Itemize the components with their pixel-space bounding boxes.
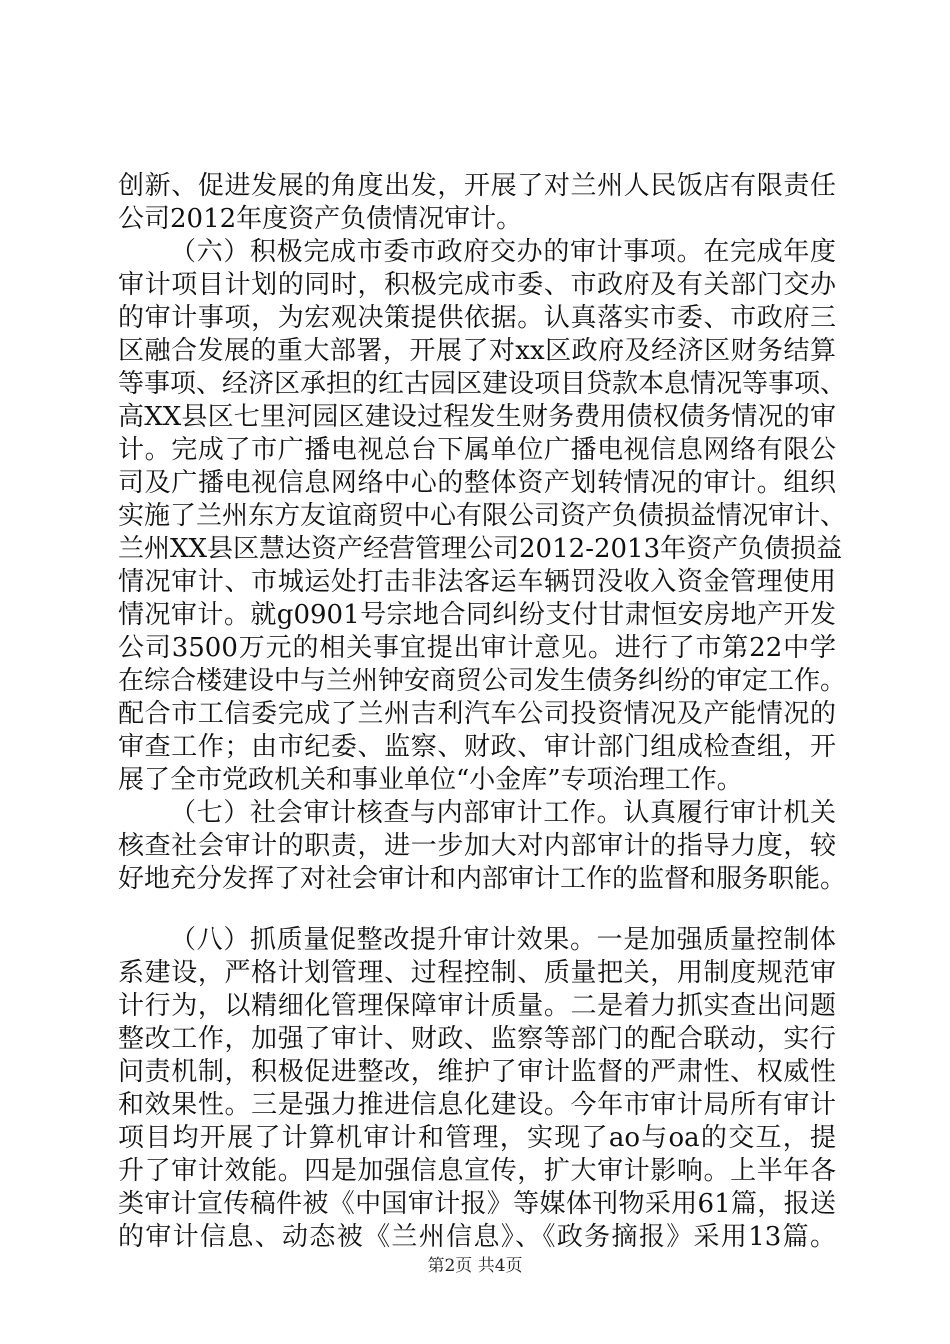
paragraph-4-line-5: 问责机制，积极促进整改，维护了审计监督的严肃性、权威性 [118,1057,836,1087]
paragraph-4-line-2: 系建设，严格计划管理、过程控制、质量把关，用制度规范审 [118,958,836,988]
paragraph-4-line-7: 项目均开展了计算机审计和管理，实现了ao与oa的交互，提 [118,1123,836,1153]
paragraph-2-line-10: 兰州XX县区慧达资产经营管理公司2012-2013年资产负债损益 [118,534,843,564]
paragraph-2-line-9: 实施了兰州东方友谊商贸中心有限公司资产负债损益情况审计、 [118,501,847,531]
paragraph-1-line-1: 创新、促进发展的角度出发，开展了对兰州人民饭店有限责任 [118,171,836,201]
paragraph-2-line-5: 等事项、经济区承担的红古园区建设项目贷款本息情况等事项、 [118,369,847,399]
paragraph-2-line-7: 计。完成了市广播电视总台下属单位广播电视信息网络有限公 [118,435,836,465]
paragraph-4-line-9: 类审计宣传稿件被《中国审计报》等媒体刊物采用61篇，报送 [118,1189,836,1219]
paragraph-2-line-4: 区融合发展的重大部署，开展了对xx区政府及经济区财务结算 [118,336,836,366]
paragraph-2-line-8: 司及广播电视信息网络中心的整体资产划转情况的审计。组织 [118,468,836,498]
paragraph-4-line-8: 升了审计效能。四是加强信息宣传，扩大审计影响。上半年各 [118,1156,836,1186]
paragraph-4-line-1: （八）抓质量促整改提升审计效果。一是加强质量控制体 [170,925,836,955]
paragraph-2-line-15: 配合市工信委完成了兰州吉利汽车公司投资情况及产能情况的 [118,699,836,729]
paragraph-4-line-3: 计行为，以精细化管理保障审计质量。二是着力抓实查出问题 [118,991,836,1021]
paragraph-4-line-4: 整改工作，加强了审计、财政、监察等部门的配合联动，实行 [118,1024,836,1054]
paragraph-2-line-3: 的审计事项，为宏观决策提供依据。认真落实市委、市政府三 [118,303,836,333]
paragraph-3-line-1: （七）社会审计核查与内部审计工作。认真履行审计机关 [170,798,836,828]
paragraph-gap [118,896,836,924]
paragraph-2-line-12: 情况审计。就g0901号宗地合同纠纷支付甘肃恒安房地产开发 [118,600,836,630]
paragraph-4-line-6: 和效果性。三是强力推进信息化建设。今年市审计局所有审计 [118,1090,836,1120]
paragraph-2-line-11: 情况审计、市城运处打击非法客运车辆罚没收入资金管理使用 [118,567,836,597]
paragraph-2-line-1: （六）积极完成市委市政府交办的审计事项。在完成年度 [170,237,836,267]
paragraph-2-line-6: 高XX县区七里河园区建设过程发生财务费用债权债务情况的审 [118,402,836,432]
paragraph-3-line-2: 核查社会审计的职责，进一步加大对内部审计的指导力度，较 [118,831,836,861]
page-number-footer: 第2页 共4页 [427,1256,523,1276]
paragraph-2-line-17: 展了全市党政机关和事业单位“小金库”专项治理工作。 [118,765,743,795]
paragraph-4-line-10: 的审计信息、动态被《兰州信息》、《政务摘报》采用13篇。 [118,1222,836,1252]
document-body [118,170,847,1254]
paragraph-2-line-14: 在综合楼建设中与兰州钟安商贸公司发生债务纠纷的审定工作。 [118,666,847,696]
paragraph-2-line-2: 审计项目计划的同时，积极完成市委、市政府及有关部门交办 [118,270,836,300]
paragraph-2-line-13: 公司3500万元的相关事宜提出审计意见。进行了市第22中学 [118,633,836,663]
paragraph-2-line-16: 审查工作；由市纪委、监察、财政、审计部门组成检查组，开 [118,732,836,762]
paragraph-3-line-3: 好地充分发挥了对社会审计和内部审计工作的监督和服务职能。 [118,864,847,894]
paragraph-1-line-2: 公司2012年度资产负债情况审计。 [118,204,523,234]
